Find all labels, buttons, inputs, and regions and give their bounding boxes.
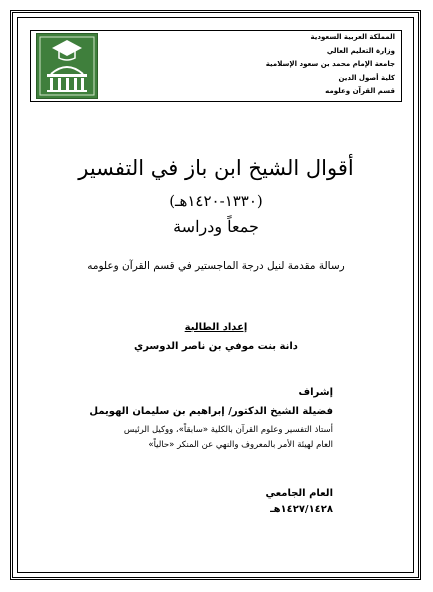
header-line-ministry: وزارة التعليم العالي [326, 46, 395, 55]
supervision-label: إشراف [298, 387, 333, 398]
supervisor-title-line1: أستاذ التفسير وعلوم القرآن بالكلية «سابقاً»، ووكيل الرئيس [123, 425, 333, 435]
academic-year-label: العام الجامعي [265, 488, 333, 499]
thesis-years: (١٣٣٠-١٤٢٠هـ) [169, 192, 263, 210]
thesis-title: أقوال الشيخ ابن باز في التفسير [78, 156, 354, 180]
student-name: دانة بنت موفي بن ناصر الدوسري [134, 341, 298, 352]
institution-header [165, 31, 395, 99]
academic-year-value: ١٤٢٧/١٤٢٨هـ [270, 504, 333, 515]
university-logo [36, 33, 98, 99]
supervisor-name: فضيلة الشيخ الدكتور/ إبراهيم بن سليمان الهويمل [89, 406, 333, 417]
supervisor-title-line2: العام لهيئة الأمر بالمعروف والنهي عن المنكر «حالياً» [148, 440, 333, 450]
header-line-college: كلية أصول الدين [338, 73, 395, 82]
prepared-by-label: إعداد الطالبة [184, 322, 248, 333]
header-line-university: جامعة الإمام محمد بن سعود الإسلامية [265, 60, 395, 68]
thesis-subtitle: جمعاً ودراسة [173, 217, 259, 236]
thesis-purpose: رسالة مقدمة لنيل درجة الماجستير في قسم القرآن وعلومه [87, 260, 345, 272]
header-line-kingdom: المملكة العربية السعودية [310, 33, 395, 41]
header-line-department: قسم القرآن وعلومه [325, 87, 395, 95]
university-logo-icon [37, 34, 97, 98]
